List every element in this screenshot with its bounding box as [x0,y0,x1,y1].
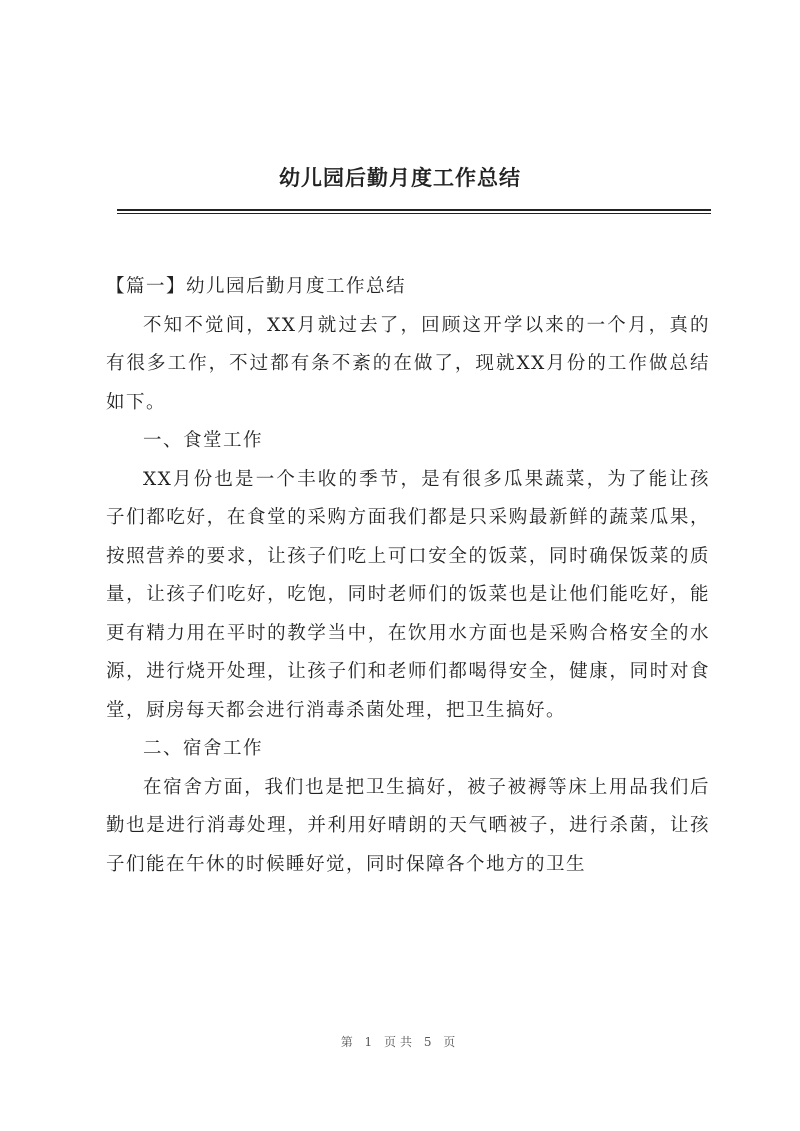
document-title: 幼儿园后勤月度工作总结 [279,165,521,190]
intro-paragraph: 不知不觉间，XX月就过去了，回顾这开学以来的一个月，真的有很多工作，不过都有条不紊的在做了，现就XX月份的工作做总结如下。 [106,314,710,413]
document-body [106,268,710,884]
subsection-heading-dormitory: 二、宿舍工作 [143,738,264,759]
dormitory-paragraph: 在宿舍方面，我们也是把卫生搞好，被子被褥等床上用品我们后勤也是进行消毒处理，并利用好晴朗的天气晒被子，进行杀菌，让孩子们能在午休的时候睡好觉，同时保障各个地方的卫生 [106,776,710,875]
title-divider [117,209,711,211]
section-heading: 【篇一】幼儿园后勤月度工作总结 [106,276,407,297]
canteen-paragraph: XX月份也是一个丰收的季节，是有很多瓜果蔬菜，为了能让孩子们都吃好，在食堂的采购方面我们都是只采购最新鲜的蔬菜瓜果，按照营养的要求，让孩子们吃上可口安全的饭菜，同时确保饭菜的质量，让孩子们吃好，吃饱，同时老师们的饭菜也是让他们能吃好，能更有精力用在平时的教学当中，在饮用水方面也是采购合格安全的水源，进行烧开处理，让孩子们和老师们都喝得安全，健康，同时对食堂，厨房每天都会进行消毒杀菌处理，把卫生搞好。 [106,468,710,721]
subsection-heading-canteen: 一、食堂工作 [143,430,264,451]
page-number-footer: 第 1 页共 5 页 [340,1035,460,1049]
